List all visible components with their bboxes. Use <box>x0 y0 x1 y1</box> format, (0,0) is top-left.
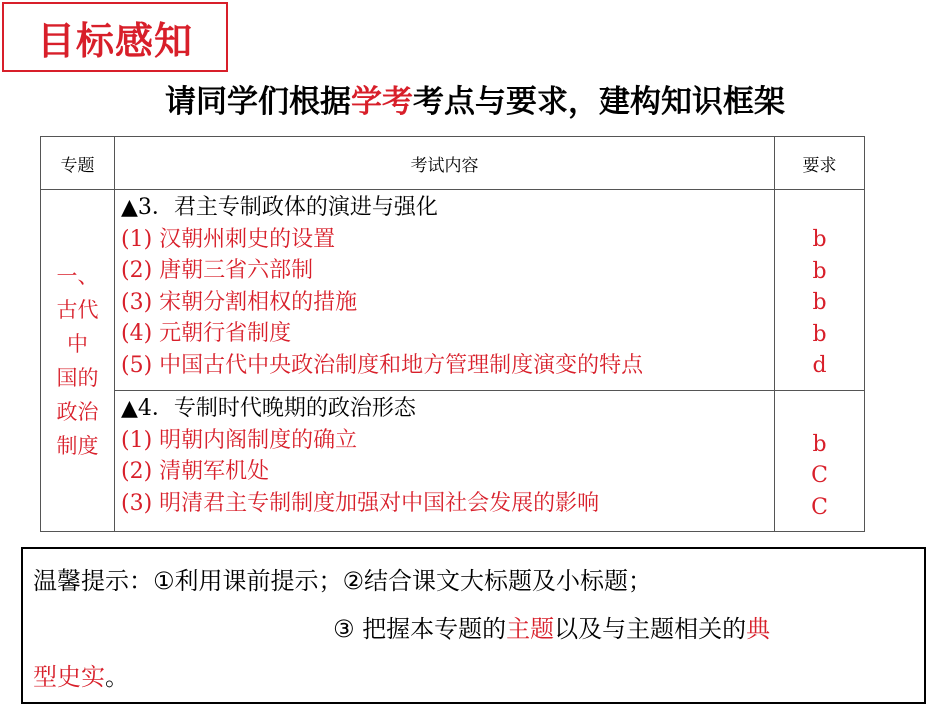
tip-text: 以及与主题相关的 <box>554 615 747 643</box>
tip-line-3 <box>33 653 914 701</box>
table-row <box>41 391 865 532</box>
content-item: (5) 中国古代中央政治制度和地方管理制度演变的特点 <box>121 352 644 378</box>
requirement-value: C <box>811 494 828 520</box>
topic-cell <box>41 190 115 532</box>
header-requirement: 要求 <box>775 137 865 190</box>
tip-highlight-typical: 典 <box>746 615 771 643</box>
table-header-row <box>41 137 865 190</box>
requirement-cell-group-3 <box>775 190 865 391</box>
topic-line: 国的 <box>56 365 99 390</box>
content-item: (2) 清朝军机处 <box>121 459 270 484</box>
header-content: 考试内容 <box>115 137 775 190</box>
requirement-value: C <box>811 463 828 489</box>
requirement-value: b <box>812 431 827 457</box>
content-cell-group-3 <box>115 190 775 391</box>
section-badge: 目标感知 <box>2 2 228 72</box>
heading-text-before: 请同学们根据 <box>165 84 351 120</box>
tip-highlight-facts: 型史实 <box>33 663 105 691</box>
table-row <box>41 190 865 391</box>
tip-text: ③ 把握本专题的 <box>333 615 507 643</box>
topic-line: 一、 <box>56 263 99 288</box>
requirement-cell-group-4 <box>775 391 865 532</box>
exam-content-table <box>40 136 865 532</box>
content-item: (1) 明朝内阁制度的确立 <box>121 427 358 453</box>
content-item: (3) 宋朝分割相权的措施 <box>121 289 358 315</box>
content-item: (1) 汉朝州刺史的设置 <box>121 226 336 252</box>
tip-line-2 <box>33 605 914 653</box>
requirement-value: b <box>812 227 827 253</box>
content-item: (4) 元朝行省制度 <box>121 321 292 346</box>
content-item: (2) 唐朝三省六部制 <box>121 258 314 283</box>
header-topic: 专题 <box>41 137 115 190</box>
tip-line-1: 温馨提示：①利用课前提示；②结合课文大标题及小标题； <box>33 567 653 595</box>
requirement-value: b <box>812 258 827 284</box>
heading-highlight: 学考 <box>351 84 413 120</box>
tip-highlight-theme: 主题 <box>506 615 555 643</box>
page-heading <box>0 76 950 121</box>
topic-line: 政治 <box>56 399 99 424</box>
topic-line: 制度 <box>56 433 99 458</box>
group-title: ▲4．专制时代晚期的政治形态 <box>121 396 416 421</box>
heading-text-after: 考点与要求，建构知识框架 <box>413 84 785 120</box>
requirement-value: d <box>812 353 827 379</box>
topic-line: 中 <box>67 331 88 356</box>
tip-text: 。 <box>105 663 129 691</box>
content-cell-group-4 <box>115 391 775 532</box>
tip-box <box>21 547 926 704</box>
requirement-value: b <box>812 321 827 347</box>
group-title: ▲3．君主专制政体的演进与强化 <box>121 195 438 220</box>
topic-line: 古代 <box>56 297 99 322</box>
content-item: (3) 明清君主专制制度加强对中国社会发展的影响 <box>121 490 600 516</box>
requirement-value: b <box>812 290 827 316</box>
